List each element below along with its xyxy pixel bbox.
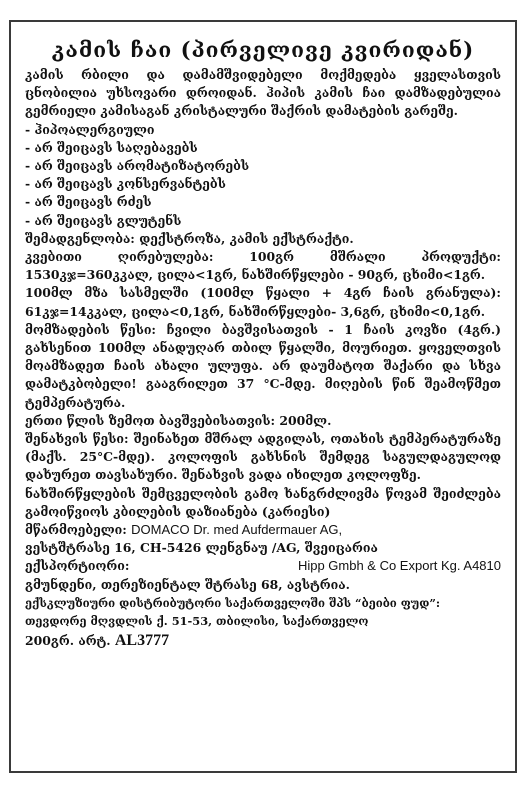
- product-label: [9, 20, 517, 773]
- manufacturer-line: [25, 521, 501, 539]
- nutrition-dry-text: კვებითი ღირებულება: 100გრ მშრალი პროდუქტი: 1530კჯ=360კკალ, ცილა<1გრ, ნახშირწყლები - 90გრ, ცხიმი<1გრ.: [25, 249, 501, 283]
- net-weight: 200გრ. არტ.: [25, 633, 111, 649]
- feature-item: - ჰიპოალერგიული: [25, 121, 155, 137]
- manufacturer-label: მწარმოებელი:: [25, 522, 127, 538]
- feature-item: - არ შეიცავს გლუტენს: [25, 212, 182, 228]
- feature-item: - არ შეიცავს კონსერვანტებს: [25, 176, 226, 192]
- storage-text: შენახვის წესი: შეინახეთ მშრალ ადგილას, ოთახის ტემპერატურაზე (მაქს. 25°C-მდე). კოლოფის გახსნის შემდეგ საგულდაგულოდ დახურეთ თავსახური. შენახვის ვადა იხილეთ კოლოფზე.: [25, 431, 501, 483]
- article-code: AL3777: [114, 632, 170, 650]
- distributor-text: ექსკლუზიური დისტრიბუტორი საქართველოში შპს “ბეიბი ფუდ”:: [25, 595, 441, 610]
- product-title: კამის ჩაი (პირველივე კვირიდან): [51, 37, 475, 62]
- feature-item: - არ შეიცავს არომატიზატორებს: [25, 158, 250, 174]
- exporter-label: ექსპორტიორი:: [25, 558, 130, 574]
- exporter-address: გმუნდენი, თერეზიენტალ შტრასე 68, ავსტრია.: [25, 576, 350, 592]
- serving-text: ერთი წლის ზემოთ ბავშვებისათვის: 200მლ.: [25, 412, 332, 428]
- exporter-line: [25, 557, 501, 575]
- manufacturer-name: DOMACO Dr. med Aufdermauer AG,: [131, 522, 343, 538]
- net-weight-line: [25, 632, 501, 650]
- preparation-text: მომზადების წესი: ჩვილი ბავშვისათვის - 1 ჩაის კოვზი (4გრ.) გახსენით 100მლ ანადუღარ თბილ წყალში, მოურიეთ. ყოველთვის მოამზადეთ ჩაის ახალი ულუფა. არ დაუმატოთ შაქარი და სხვა დამატკბობელი! გააგრილეთ 37 °C-მდე. მიღების წინ შეამოწმეთ ტემპერატურა.: [25, 321, 501, 410]
- distributor-address: თევდორე მღვდლის ქ. 51-53, თბილისი, საქართველო: [25, 614, 369, 629]
- nutrition-drink-text: 100მლ მზა სასმელში (100მლ წყალი + 4გრ ჩაის გრანულა): 61კჯ=14კკალ, ცილა<0,1გრ, ნახშირწყლები- 3,6გრ, ცხიმი<0,1გრ.: [25, 285, 501, 319]
- feature-item: - არ შეიცავს საღებავებს: [25, 139, 198, 155]
- manufacturer-address: ვესტშტრასე 16, CH-5426 ლენგნაუ /AG, შვეიცარია: [25, 540, 378, 556]
- intro-text: კამის რბილი და დამამშვიდებელი მოქმედება ყველასთვის ცნობილია უხსოვარი დროიდან. ჰიპის კამის ჩაი დამზადებულია გემრიელი კამისაგან კრისტალური შაქრის დამატების გარეშე.: [25, 67, 501, 119]
- ingredients-text: შემადგენლობა: დექსტროზა, კამის ექსტრაქტი.: [25, 230, 354, 246]
- warning-text: ნახშირწყლების შემცველობის გამო ხანგრძლივმა წოვამ შეიძლება გამოიწვიოს კბილების დაზიანება (კარიესი): [25, 485, 501, 519]
- exporter-name: Hipp Gmbh & Co Export Kg. A4810: [297, 558, 501, 574]
- feature-list: [25, 121, 501, 230]
- feature-item: - არ შეიცავს რძეს: [25, 194, 152, 210]
